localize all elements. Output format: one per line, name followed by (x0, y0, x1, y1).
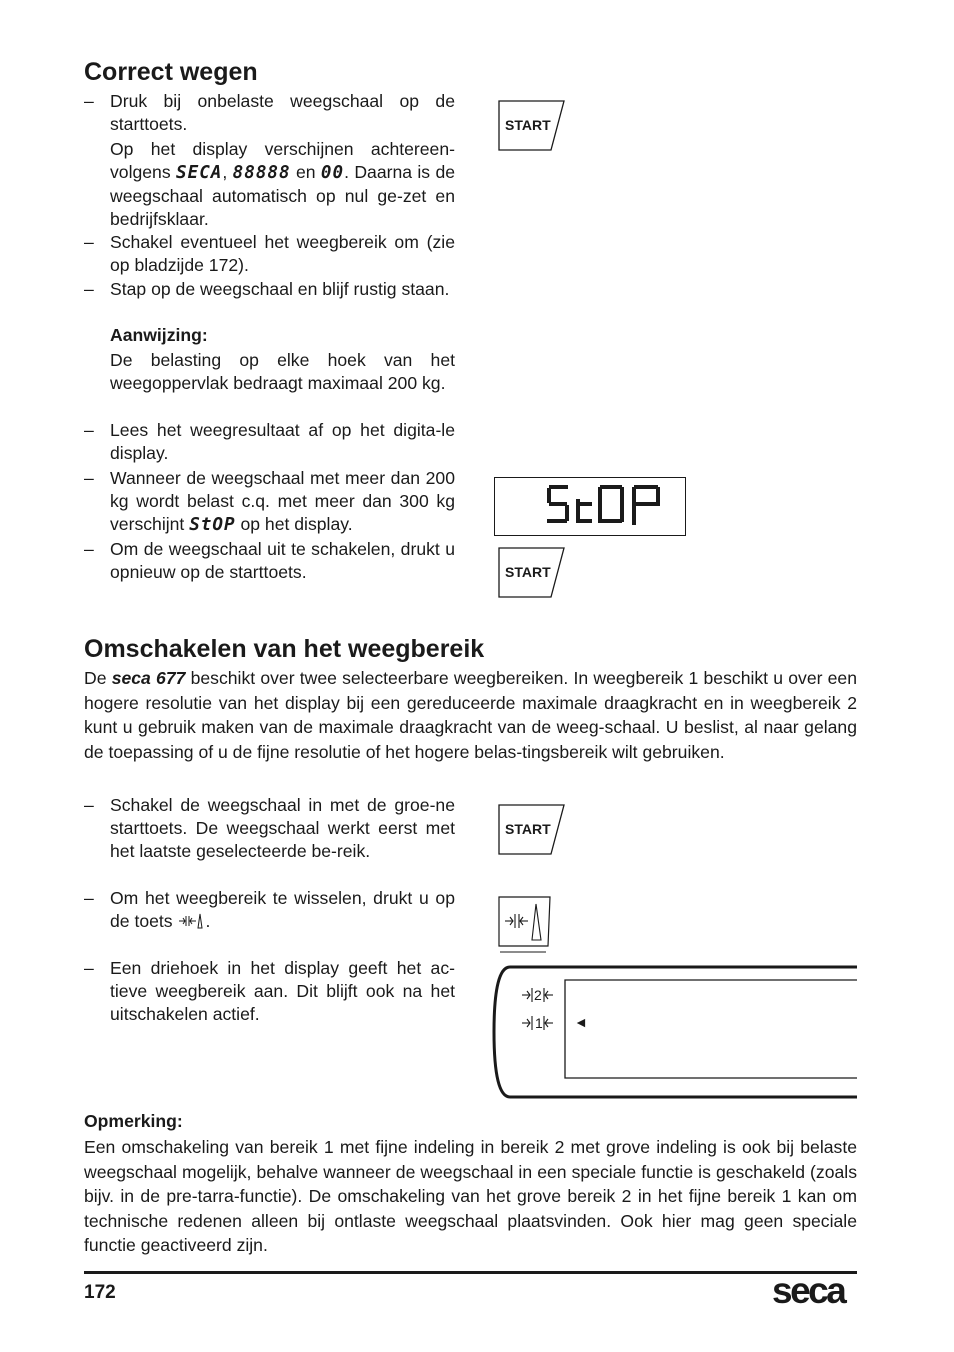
list-item (84, 419, 455, 465)
range-display-frame (490, 965, 858, 1099)
display-code-seca: SECA (176, 163, 223, 183)
range-toggle-icon (178, 912, 206, 930)
list-item (84, 278, 455, 301)
list-item (84, 957, 455, 1026)
start-button-figure (498, 547, 566, 599)
section-title-correct-wegen: Correct wegen (84, 58, 258, 86)
note-label: Aanwijzing: (110, 325, 208, 345)
list-item (84, 231, 455, 277)
text-fragment: . Daarna is de weegschaal automatisch op nul ge-zet en bedrijfsklaar. (110, 162, 456, 229)
text-fragment: Op het display verschijnen achtereen-volgens (110, 139, 455, 182)
section-title-omschakelen: Omschakelen van het weegbereik (84, 635, 485, 663)
list-item (84, 90, 455, 136)
list-item-text: Schakel de weegschaal in met de groe-ne starttoets. De weegschaal werkt eerst met het laatste geselecteerde be-reik. (110, 795, 455, 861)
remark-text: Een omschakeling van bereik 1 met fijne indeling in bereik 2 met grove indeling is ook bij belaste weegschaal mogelijk, behalve wanneer de weegschaal in een speciale functie is geschakeld (zoals bijv. in de pre-tarra-functie). De omschakeling van het grove bereik 2 in het fijne bereik 1 kan om technische redenen alleen bij ontlaste weegschaal plaatsvinden. Ook hier mag geen speciale functie geactiveerd zijn. (84, 1137, 857, 1255)
display-code-88888: 88888 (232, 163, 291, 183)
text-fragment: beschikt over twee selecteerbare weegbereiken. In weegbereik 1 beschikt u over een hogere resolutie van het display bij een gereduceerde maximale draagkracht en in weegbereik 2 kunt u gebruik maken van de maximale draagkracht van de weeg-schaal. U beslist, al naar gelang de toepassing of u de fijne resolutie of het hogere belas-tingsbereik wilt gebruiken. (84, 668, 858, 762)
text-fragment: en (295, 162, 316, 182)
range-key-shape (498, 896, 552, 954)
text-fragment: . (205, 911, 211, 931)
range-label-2: 2 (534, 987, 542, 1003)
list-item-continuation: Op het display verschijnen achtereen-volgens SECA, 88888 en 00. Daarna is de weegschaal automatisch op nul ge-zet en bedrijfsklaar. (110, 139, 456, 229)
text-fragment: De (84, 668, 107, 688)
list-item (84, 887, 455, 933)
remark-label: Opmerking: (84, 1111, 183, 1131)
list-dash: – (84, 91, 94, 111)
list-item-text (110, 467, 455, 537)
list-item-text: Druk bij onbelaste weegschaal op de starttoets. (110, 91, 455, 134)
stop-display-figure (494, 477, 686, 536)
text-fragment: Wanneer de weegschaal met meer dan 200 kg wordt belast c.q. met meer dan 300 kg verschijnt (110, 468, 455, 534)
list-item-text (110, 887, 455, 933)
text-fragment: Om het weegbereik te wisselen, drukt u op de toets (110, 888, 455, 931)
list-dash: – (84, 468, 94, 488)
list-dash: – (84, 232, 94, 252)
list-item (84, 467, 455, 537)
seca-logo: seca (772, 1270, 845, 1311)
list-dash: – (84, 420, 94, 440)
start-button-figure (498, 100, 566, 152)
list-dash: – (84, 795, 94, 815)
list-item-text: Om de weegschaal uit te schakelen, drukt u opnieuw op de starttoets. (110, 539, 455, 582)
start-button-figure (498, 804, 566, 856)
range-key-figure (498, 896, 552, 954)
page-number: 172 (84, 1282, 116, 1303)
list-item-text: Een driehoek in het display geeft het ac-tieve weegbereik aan. Dit blijft ook na het uitschakelen actief. (110, 958, 455, 1024)
range-label-1: 1 (535, 1015, 543, 1031)
start-label: START (505, 117, 551, 133)
display-code-stop: StOP (189, 515, 236, 535)
list-item-text: Stap op de weegschaal en blijf rustig staan. (110, 279, 450, 299)
list-item (84, 538, 455, 584)
active-range-indicator: ◄ (574, 1014, 588, 1030)
list-dash: – (84, 539, 94, 559)
text-fragment: op het display. (240, 514, 353, 534)
stop-display-text (495, 478, 497, 479)
list-dash: – (84, 888, 94, 908)
intro-paragraph (84, 666, 857, 764)
brand-name: seca 677 (111, 668, 186, 688)
stop-display-segments (494, 477, 686, 536)
list-item (84, 794, 455, 863)
range-display-figure (490, 965, 858, 1099)
display-code-00: 00 (320, 163, 345, 183)
list-item-text: Schakel eventueel het weegbereik om (zie op bladzijde 172). (110, 232, 455, 275)
list-item-text: Lees het weegresultaat af op het digita-le display. (110, 420, 455, 463)
start-label: START (505, 564, 551, 580)
list-dash: – (84, 958, 94, 978)
note-text: De belasting op elke hoek van het weegoppervlak bedraagt maximaal 200 kg. (110, 350, 455, 393)
footer-rule (84, 1271, 857, 1274)
list-dash: – (84, 279, 94, 299)
start-label: START (505, 821, 551, 837)
